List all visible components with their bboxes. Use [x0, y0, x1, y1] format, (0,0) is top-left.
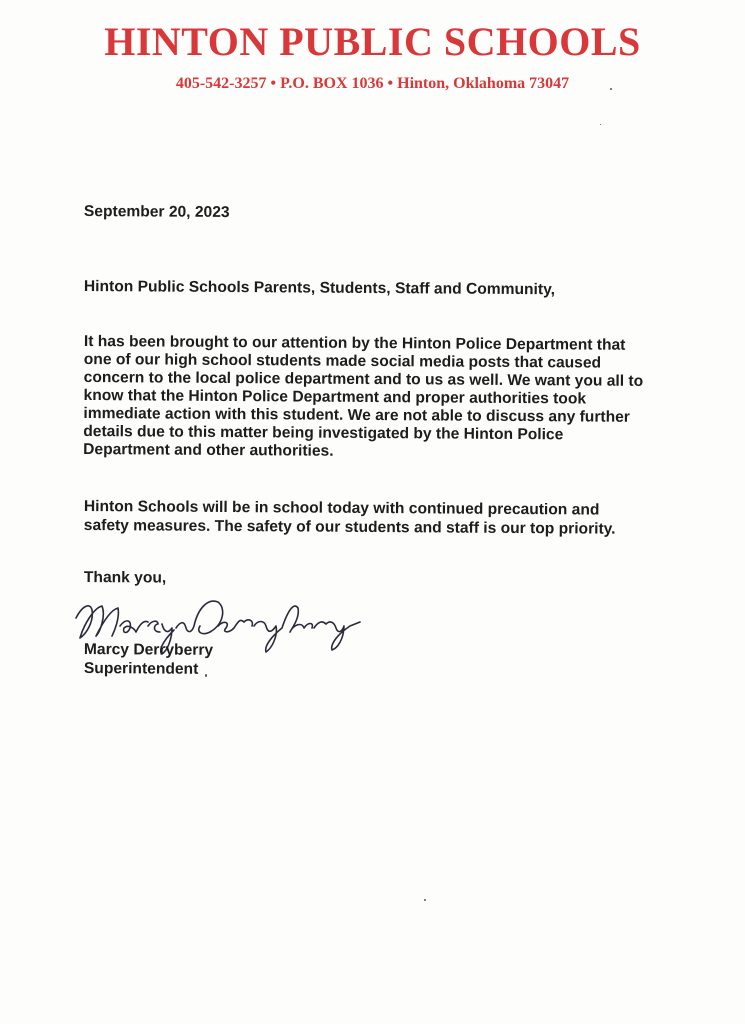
scan-speck — [610, 88, 612, 90]
letter-date: September 20, 2023 — [83, 203, 230, 222]
letter-paragraph-2: Hinton Schools will be in school today with continued precaution and safety measures. The safety of our students and staff is our top priority. — [83, 498, 616, 538]
signer-name: Marcy Derryberry — [83, 641, 214, 659]
letter-closing: Thank you, — [83, 569, 167, 587]
scan-speck — [600, 124, 601, 125]
letterhead-contact-line: 405-542-3257 • P.O. BOX 1036 • Hinton, Oklahoma 73047 — [175, 75, 570, 92]
letter-paragraph-1: It has been brought to our attention by the Hinton Police Department that one of our high school students made social media posts that caused concern to the local police department and to us as well. We want you all to know that the Hinton Police Department and proper authorities took immediate action with this student. We are not able to discuss any further details due to this matter being investigated by the Hinton Police Department and other authorities. — [83, 333, 644, 460]
letterhead-title: HINTON PUBLIC SCHOOLS — [104, 19, 641, 64]
signer-title: Superintendent — [83, 660, 199, 678]
letter-salutation: Hinton Public Schools Parents, Students, Staff and Community, — [83, 278, 556, 299]
scan-speck — [424, 899, 426, 901]
scan-speck — [205, 674, 207, 677]
